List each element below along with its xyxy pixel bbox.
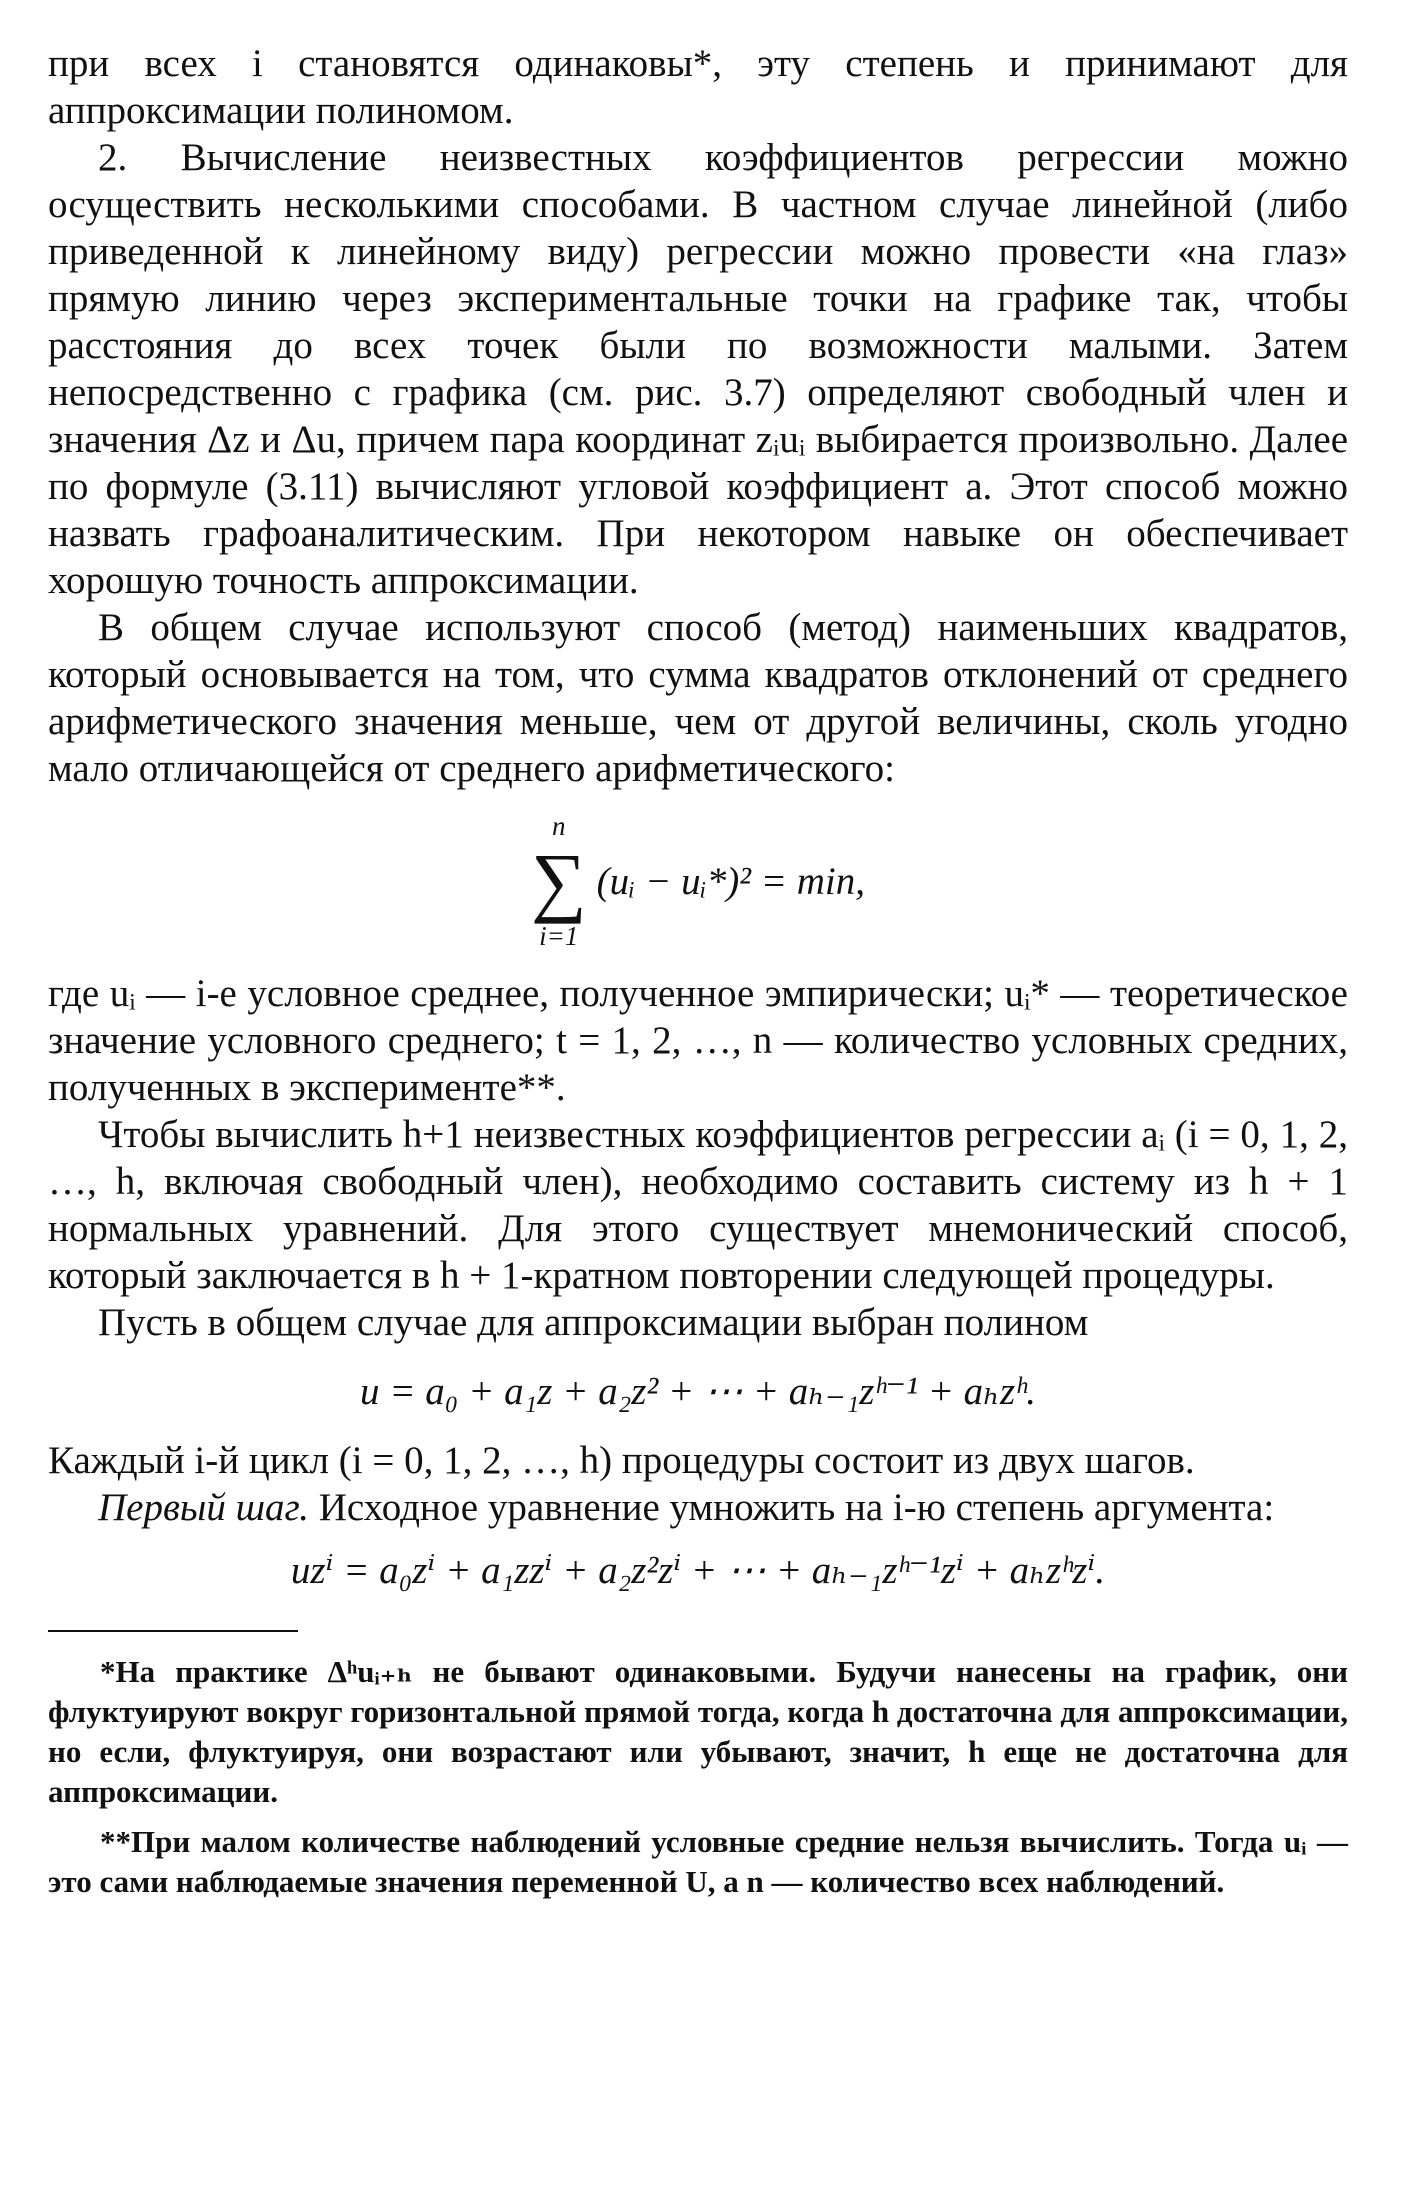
- footnote-divider: [48, 1630, 298, 1632]
- multiplied-formula: uzⁱ = a₀zⁱ + a₁zzⁱ + a₂z²zⁱ + ⋯ + aₕ₋₁zʰ⁻¹zⁱ + aₕzʰzⁱ.: [290, 1549, 1106, 1592]
- least-squares-formula: [48, 792, 1348, 970]
- paragraph-4: где uᵢ — i-е условное среднее, полученное эмпирически; uᵢ* — теоретическое значение условного среднего; t = 1, 2, …, n — количество условных средних, полученных в эксперименте**.: [48, 972, 1348, 1109]
- paragraph-6: Пусть в общем случае для аппроксимации выбран полином: [98, 1301, 1089, 1344]
- summation: [531, 811, 587, 951]
- footnote-2: **При малом количестве наблюдений условные средние нельзя вычислить. Тогда uᵢ — это сами наблюдаемые значения переменной U, а n — количество всех наблюдений.: [48, 1824, 1348, 1899]
- sigma-symbol: ∑: [530, 837, 587, 924]
- page-body: [48, 40, 1348, 1902]
- paragraph-5: Чтобы вычислить h+1 неизвестных коэффициентов регрессии aᵢ (i = 0, 1, 2, …, h, включая свободный член), необходимо составить систему из h + 1 нормальных уравнений. Для этого существует мнемонический способ, который заключается в h + 1-кратном повторении следующей процедуры.: [48, 1113, 1348, 1297]
- step-text: Исходное уравнение умножить на i-ю степень аргумента:: [318, 1486, 1275, 1529]
- sum-lower-limit: i=1: [539, 921, 579, 951]
- paragraph-8: [48, 1484, 1348, 1531]
- paragraph-2: 2. Вычисление неизвестных коэффициентов регрессии можно осуществить несколькими способами. В частном случае линейной (либо приведенной к линейному виду) регрессии можно провести «на глаз» прямую линию через экспериментальные точки на графике так, чтобы расстояния до всех точек были по возможности малыми. Затем непосредственно с графика (см. рис. 3.7) определяют свободный член и значения Δz и Δu, причем пара координат zᵢuᵢ выбирается произвольно. Далее по формуле (3.11) вычисляют угловой коэффициент a. Этот способ можно назвать графоаналитическим. При некотором навыке он обеспечивает хорошую точность аппроксимации.: [48, 136, 1348, 602]
- step-label: Первый шаг.: [98, 1486, 309, 1529]
- footnote-1: *На практике Δʰuᵢ₊ₕ не бывают одинаковыми. Будучи нанесены на график, они флуктуируют вокруг горизонтальной прямой тогда, когда h достаточна для аппроксимации, но если, флуктуируя, они возрастают или убывают, значит, h еще не достаточна для аппроксимации.: [48, 1654, 1348, 1809]
- polynomial-formula: u = a₀ + a₁z + a₂z² + ⋯ + aₕ₋₁zʰ⁻¹ + aₕzʰ.: [359, 1370, 1037, 1413]
- paragraph-3: В общем случае используют способ (метод) наименьших квадратов, который основывается на том, что сумма квадратов отклонений от среднего арифметического значения меньше, чем от другой величины, сколь угодно мало отличающейся от среднего арифметического:: [48, 606, 1348, 790]
- paragraph-7: Каждый i-й цикл (i = 0, 1, 2, …, h) процедуры состоит из двух шагов.: [48, 1439, 1195, 1482]
- sum-upper-limit: n: [552, 811, 566, 841]
- paragraph-1: при всех i становятся одинаковы*, эту степень и принимают для аппроксимации полиномом.: [48, 42, 1348, 132]
- sum-body: (uᵢ − uᵢ*)² = min,: [596, 859, 865, 903]
